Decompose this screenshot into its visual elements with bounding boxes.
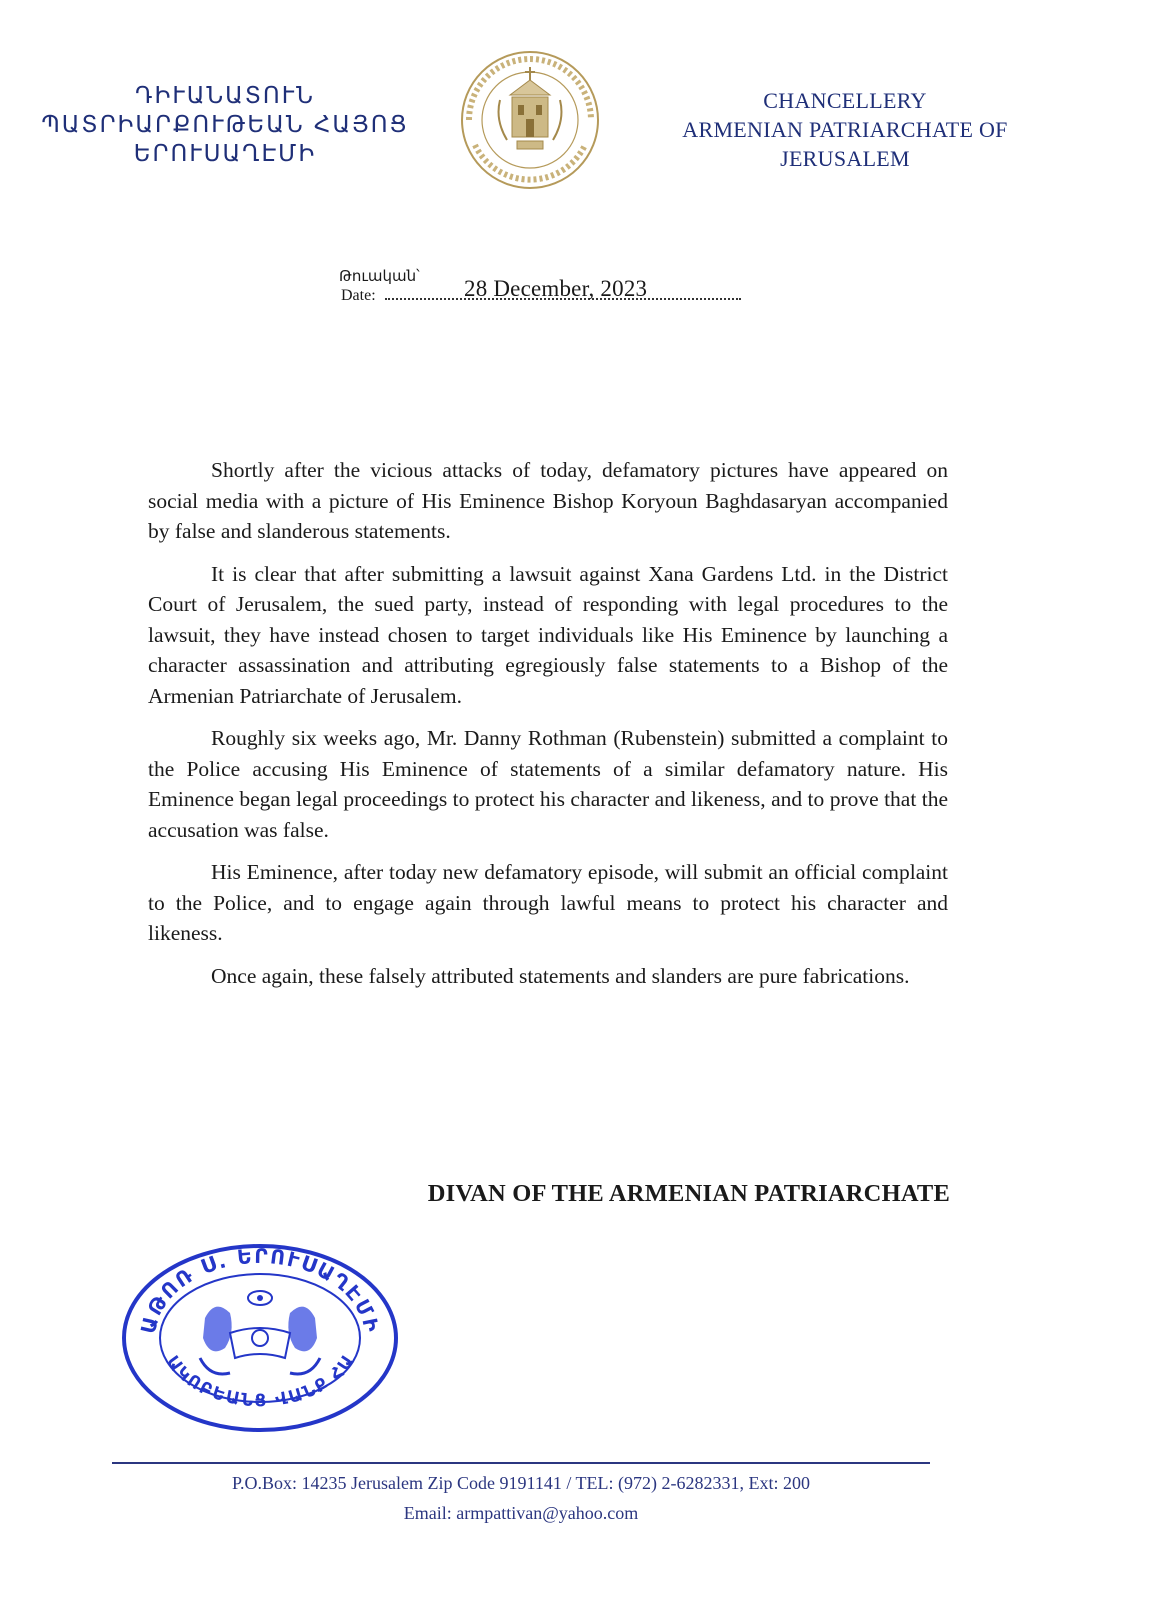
header-armenian-line-1: ԴԻՒԱՆԱՏՈՒՆ [135,83,315,109]
seal-text-top: ԱԹՈՌ Ս. ԵՐՈՒՍԱՂԷՄԻ [135,1243,385,1336]
blue-seal-stamp-icon [115,1238,405,1438]
footer-email: Email: armpattivan@yahoo.com [403,1503,639,1523]
header-armenian-line-3: ԵՐՈՒՍԱՂԷՄԻ [133,141,317,167]
date-block [339,267,759,307]
seal-text-bottom: ԱԿՈԲԵԱՆՑ ՎԱՆՔ ՀԱ [161,1350,360,1412]
date-label-armenian: Թուական՝ [339,267,420,285]
paragraph-4: His Eminence, after today new defamatory episode, will submit an official complaint to the Police, and to engage again through lawful means to protect his character and likeness. [148,860,948,945]
paragraph-5: Once again, these falsely attributed statements and slanders are pure fabrications. [211,963,910,988]
date-value: 28 December, 2023 [464,276,648,301]
footer-address: P.O.Box: 14235 Jerusalem Zip Code 9191141 / TEL: (972) 2-6282331, Ext: 200 [232,1473,810,1493]
header-english-line-1: CHANCELLERY [763,88,927,113]
patriarchate-crest-icon [455,45,605,195]
header-english-line-3: JERUSALEM [780,146,910,171]
signature-title: DIVAN OF THE ARMENIAN PATRIARCHATE [427,1180,950,1207]
footer-divider [112,1462,930,1464]
paragraph-3: Roughly six weeks ago, Mr. Danny Rothman (Rubenstein) submitted a complaint to the Police accusing His Eminence of statements of a similar defamatory nature. His Eminence began legal proceedings to protect his character and likeness, and to prove that the accusation was false. [148,726,948,842]
letter-body [148,455,948,1003]
footer [112,1468,930,1528]
header-armenian-block [30,82,420,169]
header-english-block [645,86,1045,173]
paragraph-2: It is clear that after submitting a lawsuit against Xana Gardens Ltd. in the District Court of Jerusalem, the sued party, instead of responding with legal procedures to the lawsuit, they have instead chosen to target individuals like His Eminence by launching a character assassination and attributing egregiously false statements to a Bishop of the Armenian Patriarchate of Jerusalem. [148,561,948,708]
header-english-line-2: ARMENIAN PATRIARCHATE OF [682,117,1008,142]
date-label: Date: [341,287,376,304]
header-armenian-line-2: ՊԱՏՐԻԱՐՔՈՒԹԵԱՆ ՀԱՅՈՑ [41,112,409,138]
svg-text:ԱԹՈՌ Ս. ԵՐՈՒՍԱՂԷՄԻ [136,1244,384,1336]
paragraph-1: Shortly after the vicious attacks of today, defamatory pictures have appeared on social media with a picture of His Eminence Bishop Koryoun Baghdasaryan accompanied by false and slanderous statements. [148,458,948,543]
